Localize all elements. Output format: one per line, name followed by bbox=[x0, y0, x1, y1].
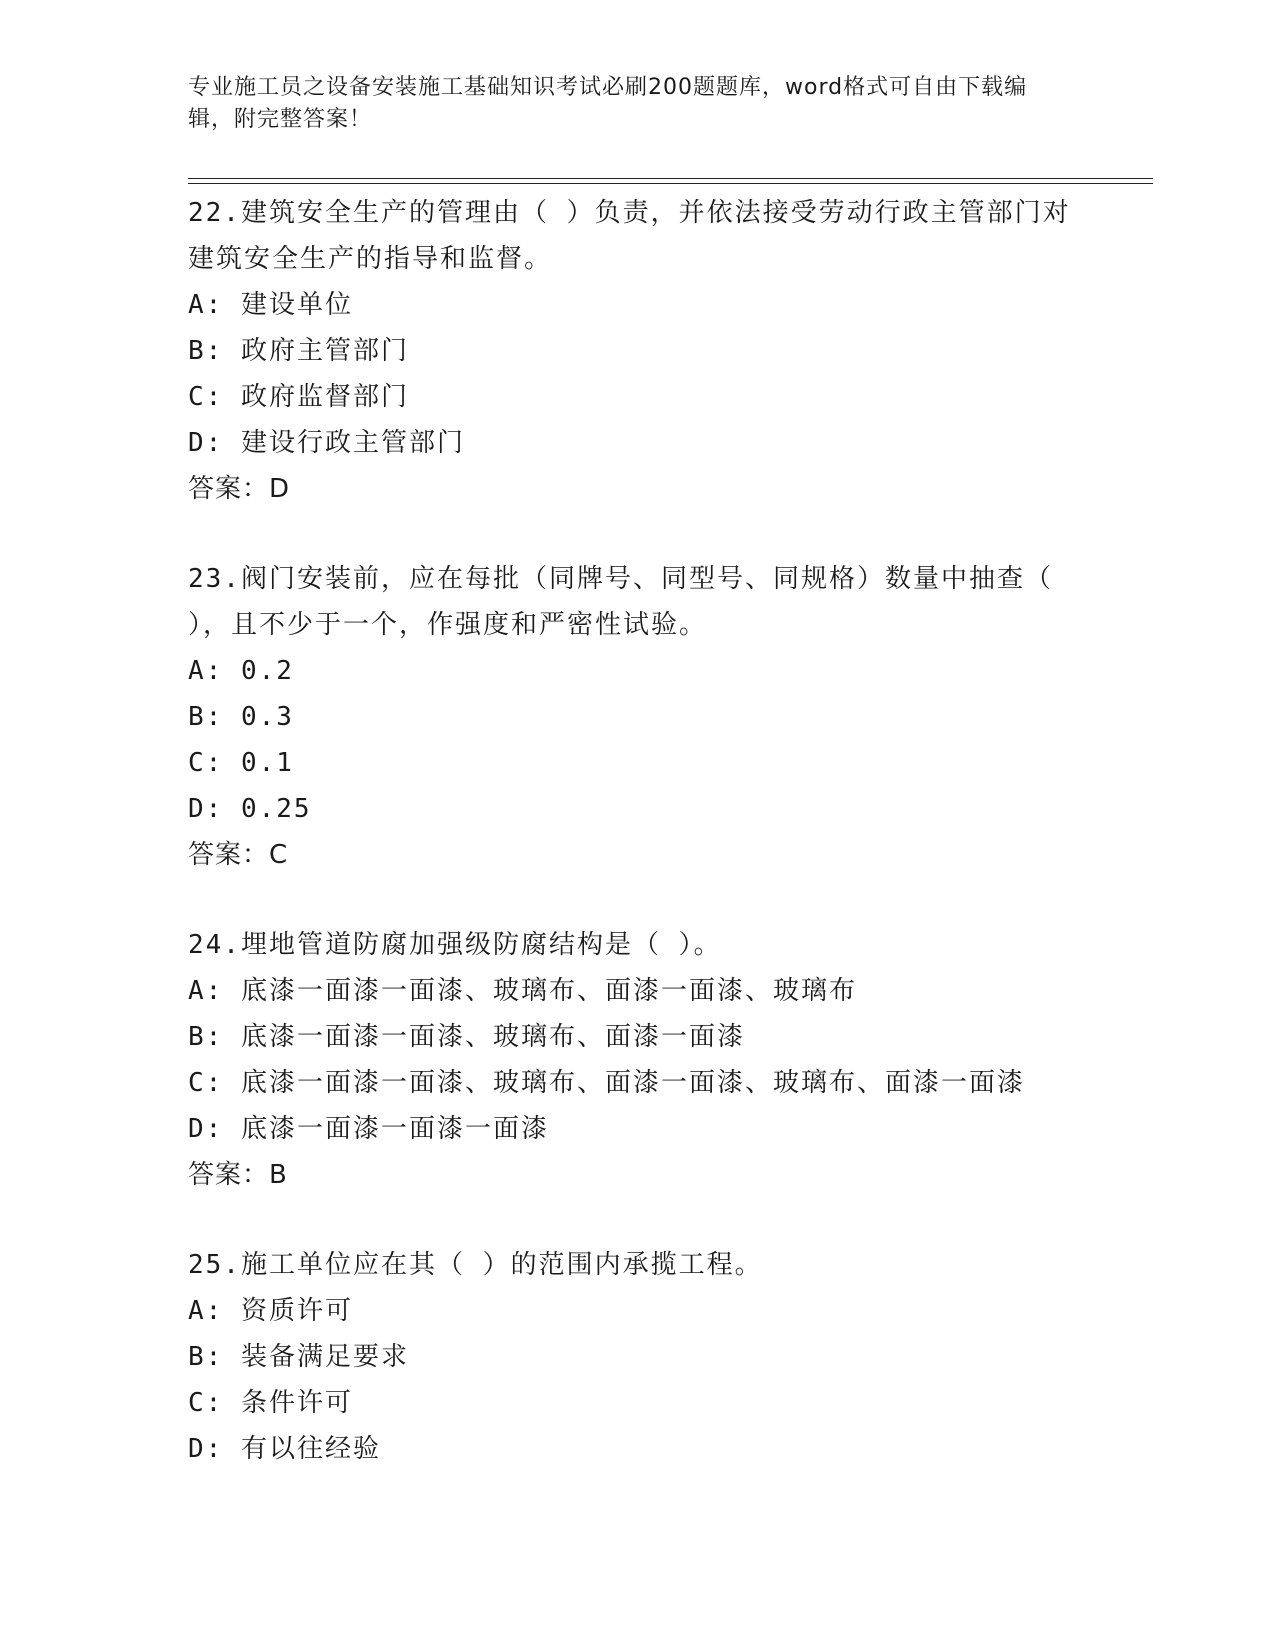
question-24 bbox=[188, 922, 1088, 1198]
answer-line: 答案：B bbox=[188, 1160, 288, 1190]
answer-line: 答案：D bbox=[188, 474, 291, 504]
header-rule-top bbox=[188, 178, 1153, 179]
header-rule-bottom bbox=[188, 183, 1153, 184]
option-a: A: 建设单位 bbox=[188, 290, 353, 320]
option-c: C: 政府监督部门 bbox=[188, 382, 409, 412]
question-stem: 23.阀门安装前，应在每批（同牌号、同型号、同规格）数量中抽查（ ），且不少于一个，作强度和严密性试验。 bbox=[188, 564, 1071, 640]
option-c: C: 0.1 bbox=[188, 748, 294, 778]
question-stem: 24.埋地管道防腐加强级防腐结构是（ ）。 bbox=[188, 930, 722, 960]
option-d: D: 0.25 bbox=[188, 794, 312, 824]
option-d: D: 底漆一面漆一面漆一面漆 bbox=[188, 1114, 549, 1144]
option-b: B: 底漆一面漆一面漆、玻璃布、面漆一面漆 bbox=[188, 1022, 745, 1052]
option-d: D: 建设行政主管部门 bbox=[188, 428, 465, 458]
question-stem: 25.施工单位应在其（ ）的范围内承揽工程。 bbox=[188, 1250, 763, 1280]
option-d: D: 有以往经验 bbox=[188, 1434, 381, 1464]
option-c: C: 底漆一面漆一面漆、玻璃布、面漆一面漆、玻璃布、面漆一面漆 bbox=[188, 1068, 1025, 1098]
document-header: 专业施工员之设备安装施工基础知识考试必刷200题题库，word格式可自由下载编辑，附完整答案！ bbox=[188, 75, 1028, 132]
question-list bbox=[188, 190, 1088, 1516]
option-b: B: 0.3 bbox=[188, 702, 294, 732]
option-c: C: 条件许可 bbox=[188, 1388, 353, 1418]
option-a: A: 资质许可 bbox=[188, 1296, 353, 1326]
question-stem: 22.建筑安全生产的管理由（ ）负责，并依法接受劳动行政主管部门对建筑安全生产的指导和监督。 bbox=[188, 198, 1071, 274]
answer-line: 答案：C bbox=[188, 840, 289, 870]
option-b: B: 装备满足要求 bbox=[188, 1342, 409, 1372]
option-b: B: 政府主管部门 bbox=[188, 336, 409, 366]
option-a: A: 底漆一面漆一面漆、玻璃布、面漆一面漆、玻璃布 bbox=[188, 976, 857, 1006]
question-23 bbox=[188, 556, 1088, 878]
question-25 bbox=[188, 1242, 1088, 1472]
question-22 bbox=[188, 190, 1088, 512]
option-a: A: 0.2 bbox=[188, 656, 294, 686]
